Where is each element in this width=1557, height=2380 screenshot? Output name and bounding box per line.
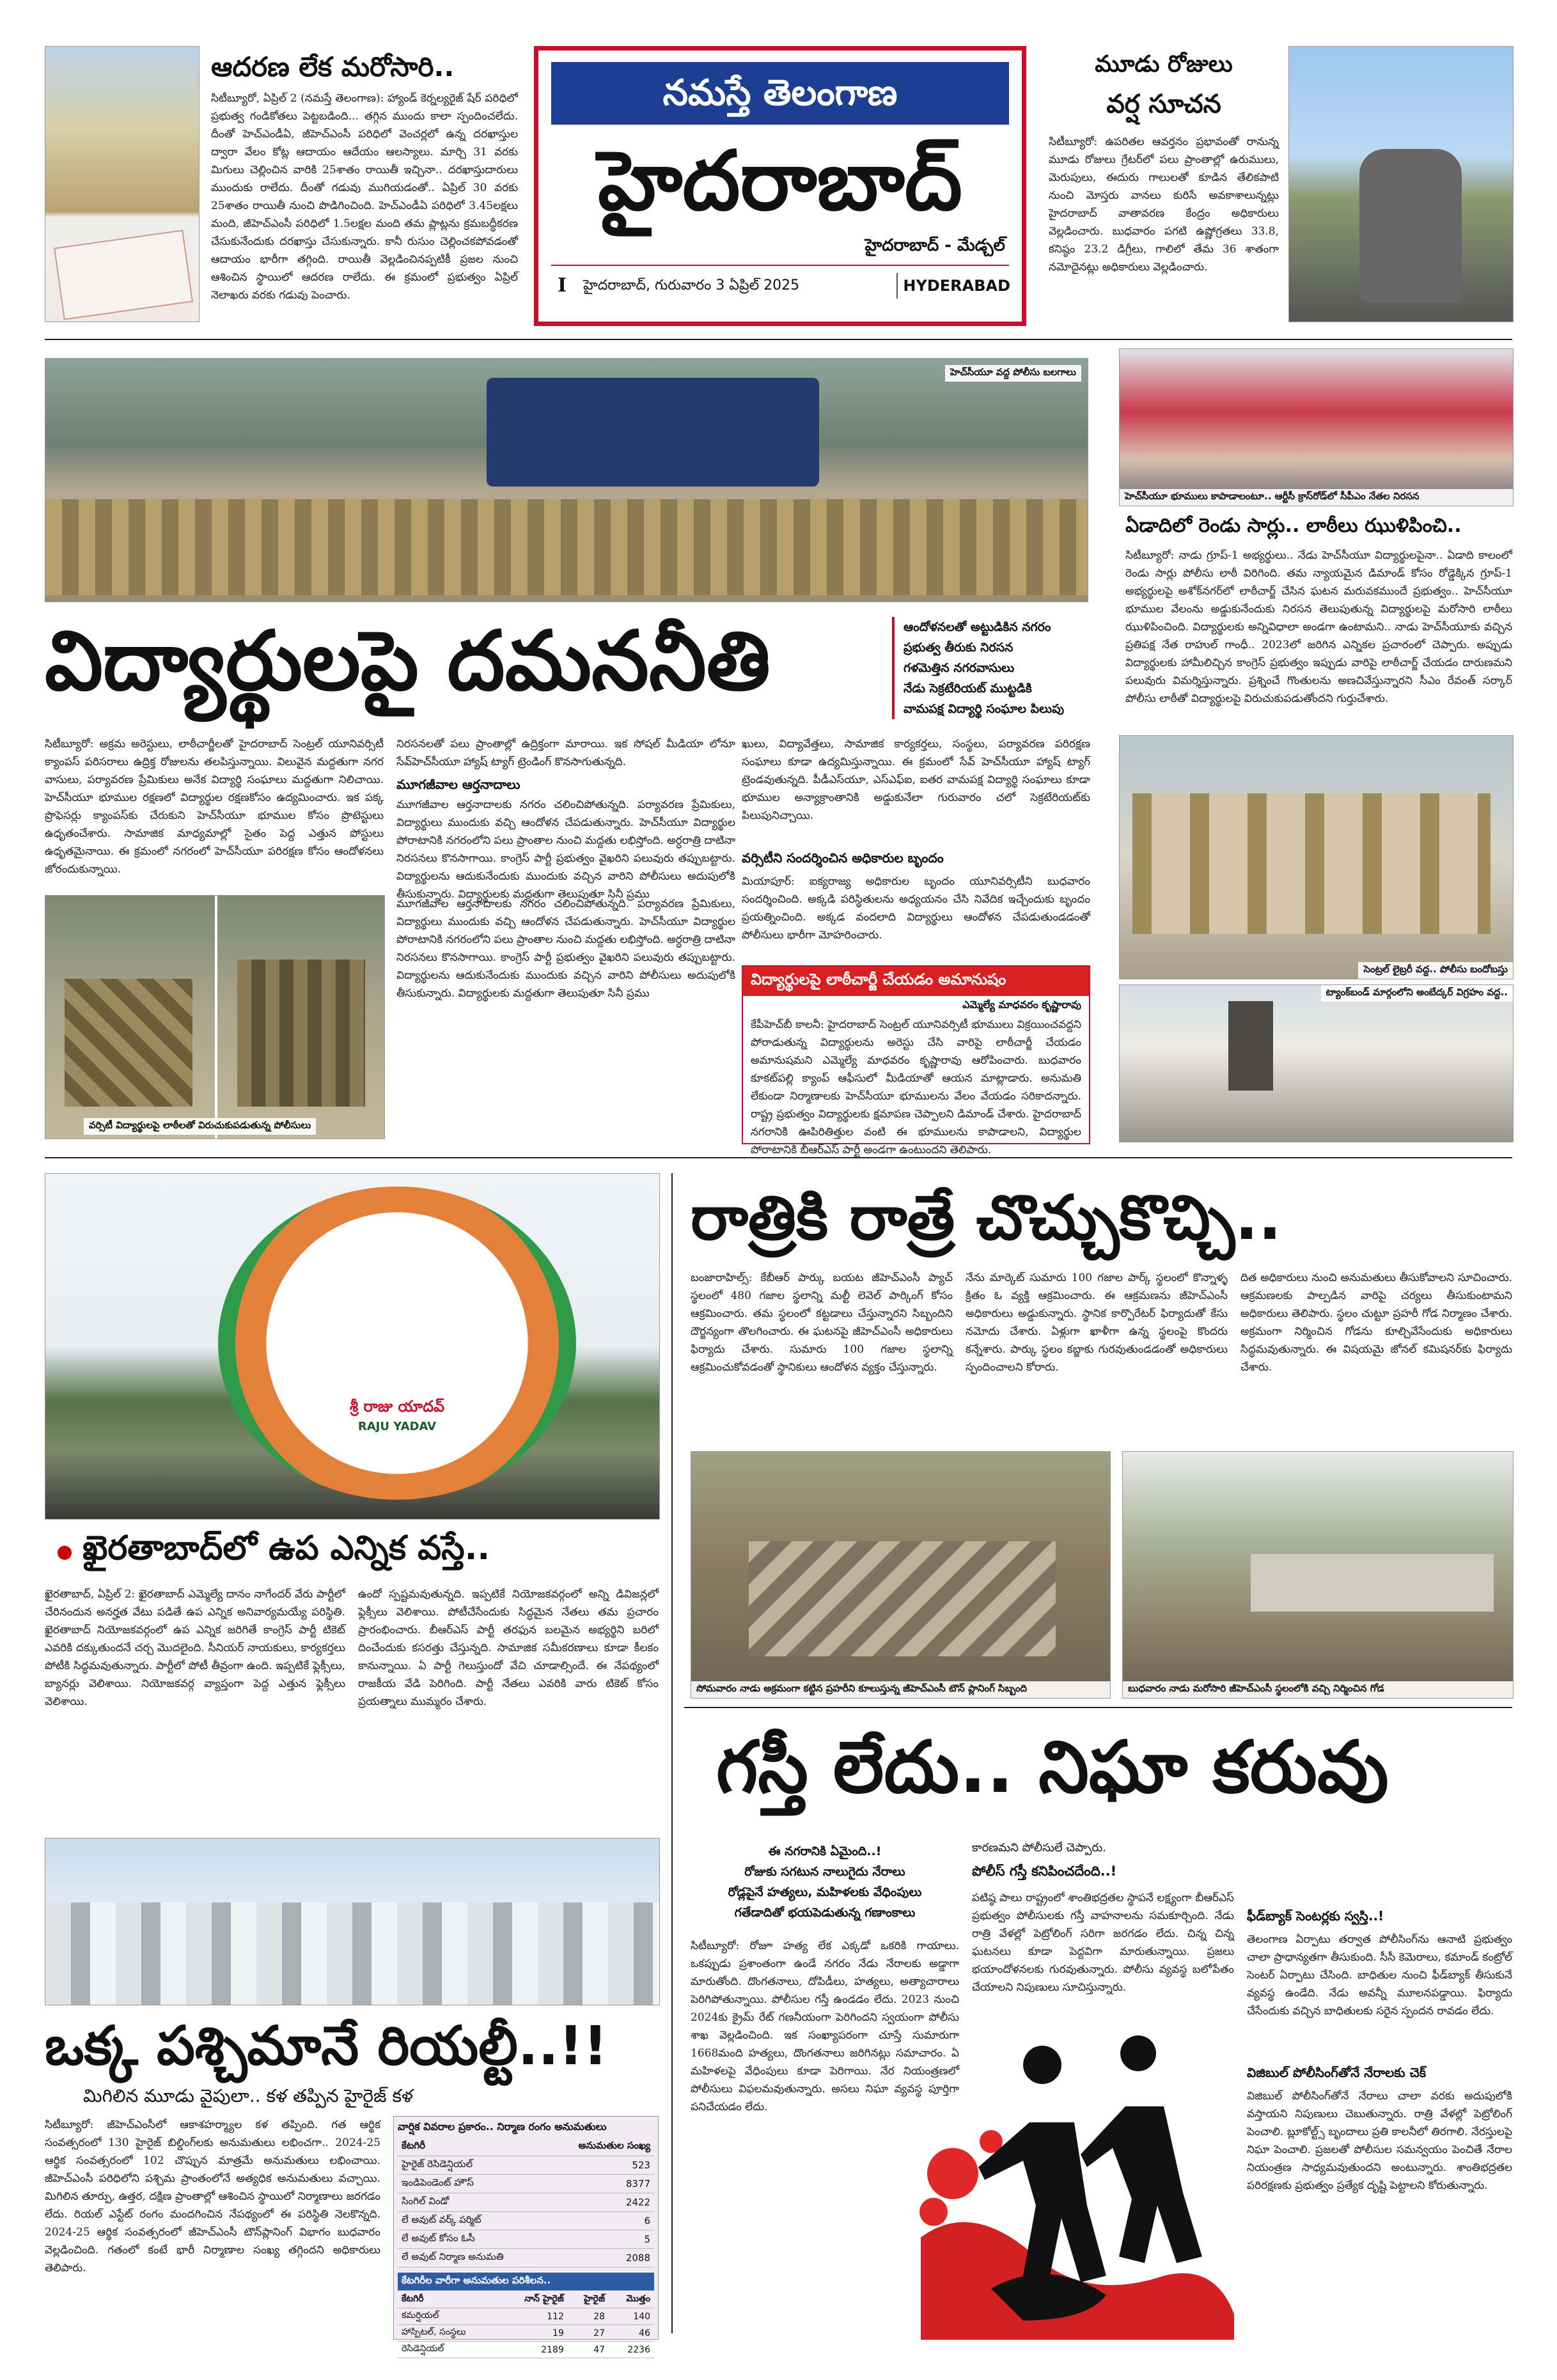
police-group-image xyxy=(237,960,365,1107)
right-headline: ఏడాదిలో రెండు సార్లు.. లాఠీలు ఝుళిపించి.. xyxy=(1125,515,1462,537)
land-sale-photo xyxy=(45,46,200,322)
flexi-banner-english: RAJU YADAV xyxy=(357,1420,437,1433)
city-skyline-photo xyxy=(45,1838,660,2005)
crime-illustration xyxy=(895,2046,1240,2340)
patrol-headline: గస్తీ లేదు.. నిఘా కరువు xyxy=(716,1726,1389,1809)
night-headline: రాత్రికి రాత్రే చొచ్చుకొచ్చి.. xyxy=(691,1182,1282,1254)
section-rule-2 xyxy=(45,1157,1512,1158)
patrol-deck-1: ఈ నగరానికి ఏమైంది..! xyxy=(768,1844,882,1858)
library-photo-caption: సెంట్రల్ లైబ్రరీ వద్ద.. పోలీసు బందోబస్తు xyxy=(1358,962,1513,979)
hcu-photo-caption: హెచ్‌సీయూ వద్ద పోలీసు బలగాలు xyxy=(945,365,1081,382)
photo-split xyxy=(215,896,217,1139)
patrol-col2-sub1: కారణమని పోలీసులే చెప్పారు. xyxy=(972,1841,1106,1855)
side-box-body: కేపీహెచ్‌బీ కాలనీ: హైదరాబాద్ సెంట్రల్ యూనివర్సిటీ భూములు విక్రయించవద్దని పోరాడుతున్న విద్యార్థులను అరెస్టు చేసి వారిపై లాఠీచార్జీ చేయడం అమానుషమని ఎమ్మెల్యే మాధవరం కృష్ణారావు ఆరోపించారు. బుధవారం కూకట్‌పల్లి క్యాంప్ ఆఫీసులో మీడియాతో ఆయన మాట్లాడారు. అనుమతి లేకుండా నిర్మాణాలకు హెచ్‌సీయూ భూములను వేలం వేయడం సరికాదన్నారు. రాష్ట్ర ప్రభుత్వం విద్యార్థులకు క్షమాపణ చెప్పాలని డిమాండ్ చేశారు. హైదరాబాద్ నగరానికి ఊపిరితిత్తుల వంటి ఈ భూములను కాపాడాలని, విద్యార్థుల పోరాటానికి బీఆర్ఎస్ పార్టీ అండగా ఉంటుందని తెలిపారు. xyxy=(751,1018,1081,1156)
red-bullet-icon xyxy=(58,1546,72,1560)
main-subhead-2: వర్సిటీని సందర్శించిన అధికారుల బృందం xyxy=(742,850,944,866)
khairatabad-flexi-photo xyxy=(45,1173,660,1520)
buildings-image xyxy=(45,1902,659,2005)
top-left-body: సిటీబ్యూరో, ఏప్రిల్ 2 (నమస్తే తెలంగాణ): హ్యాండ్ కెర్నల్యరైజ్ షేర్ పరిధిలో ప్రభుత్వ గండికోతలు పెట్టబడింది... తగ్గిన ముందు కాలా స్పందించలేదు. దీంతో హెచ్ఎండీఏ, జీహెచ్ఎంసీ పరిధిలో వెంచర్లలో ఉన్న దరఖాస్తుల ద్వారా వేలం కోట్ల ఆదాయం ఆదేయం ఆలస్యాలు. మార్చి 31 వరకు మిగులు చెల్లించిన వారికి 25శాతం రాయితీ ఇచ్చినా.. దరఖాస్తుదారులు ముందుకు రాలేదు. దీంతో గడువు ముగియడంతో.. ఏప్రిల్ 30 వరకు 25శాతం రాయితీ నుంచి పొడిగించింది. హెచ్ఎండీఏ పరిధిలో 3.45లక్షలు మంది, జీహెచ్ఎంసీ పరిధిలో 1.5లక్షల మంది తమ ప్లాట్లను క్రమబద్ధీకరణ చేసుకునేందుకు దరఖాస్తు చేసుకున్నారు. కానీ రుసుం చెల్లించకపోవడంతో ఆదాయం భారీగా తగ్గింది. రాయితీ వెల్లడించినప్పటికీ ప్రజల నుంచి ఆశించిన స్థాయిలో ఆదరణ రాలేదు. ఈ క్రమంలో ప్రభుత్వం ఏప్రిల్ నెలాఖరు వరకు గడువు పెంచారు. xyxy=(211,92,518,302)
masthead-brand-band xyxy=(551,62,1009,125)
table-row: ఇండిపెండెంట్ హౌస్ 8377 xyxy=(398,2175,654,2193)
table-row: లే అవుట్ కోసం ఓసీ 5 xyxy=(398,2230,654,2249)
ambedkar-statue-photo xyxy=(1119,984,1514,1142)
masthead-edition: HYDERABAD xyxy=(896,273,1010,299)
cpm-photo-caption: హెచ్‌సీయూ భూములు కాపాడాలంటూ.. ఆర్టీసీ క్రాస్‌రోడ్‌లో సీపీఎం నేతల నిరసన xyxy=(1120,489,1513,506)
main-subhead: మూగజీవాల ఆర్తనాదాలు xyxy=(396,777,520,792)
table-row: సింగిల్ విండో 2422 xyxy=(398,2193,654,2212)
lathi-side-box xyxy=(742,965,1090,1156)
side-box-byline: ఎమ్మెల్యే మాధవరం కృష్ణారావు xyxy=(962,999,1081,1011)
masthead-title: హైదరాబాద్ xyxy=(597,134,963,229)
permits-table-title: వార్షిక వివరాల ప్రకారం.. నిర్మాణ రంగం అనుమతులు xyxy=(398,2120,607,2133)
main-headline: విద్యార్థులపై దమననీతి xyxy=(45,614,771,709)
main-col-3b: మియాపూర్: ఐక్యరాజ్య అధికారుల బృందం యూనివర్సిటీని బుధవారం సందర్శించింది. అక్కడి పరిస్థితులను అధ్యయనం చేసి నివేదిక ఇచ్చేందుకు బృందం ప్రయత్నించింది. అక్కడ వందలాది విద్యార్థులు ఆందోళన చేపడుతుండడంతో పోలీసులు భారీగా మోహరించారు. xyxy=(742,875,1090,942)
night-col-3: దిత అధికారులు నుంచి అనుమతులు తీసుకోవాలని సూచించారు. ఆక్రమణలకు పాల్పడిన వారిపై చర్యలు తీసుకుంటామని అధికారులు తెలిపారు. స్థలం చుట్టూ ప్రహరీ గోడ నిర్మాణం చేశారు. అక్రమంగా నిర్మించిన గోడను కూల్చివేసేందుకు అధికారులు సిద్ధమవుతున్నారు. ఈ విషయమై జోనల్ కమిషనర్‌కు ఫిర్యాదు చేశారు. xyxy=(1240,1272,1512,1374)
top-left-headline: ఆదరణ లేక మరోసారి.. xyxy=(211,51,455,82)
police-lathi-image xyxy=(65,979,192,1107)
patrol-col2-sub2: పోలీస్ గస్తీ కనిపించదేంది..! xyxy=(972,1863,1117,1879)
patrol-decks xyxy=(691,1841,959,1923)
main-decks xyxy=(892,617,1102,719)
section-rule xyxy=(45,339,1512,340)
khairatabad-headline-row xyxy=(58,1529,490,1576)
lathi-photo-caption: వర్సిటీ విద్యార్థులపై లాఠీలతో విరుచుకుపడుతున్న పోలీసులు xyxy=(84,1118,316,1135)
deck-4: నేడు సెక్రటేరియట్ ముట్టడికి xyxy=(904,681,1032,696)
hcu-police-photo xyxy=(45,358,1088,602)
masthead-subtitle: హైదరాబాద్ - మేడ్చల్ xyxy=(865,236,1005,255)
table-row: లే అవుట్ నిర్మాణ అనుమతి 2088 xyxy=(398,2249,654,2267)
masthead-page-no: I xyxy=(558,274,567,297)
statue-image xyxy=(1228,1001,1273,1091)
scooter-image xyxy=(1359,149,1462,302)
lathi-charge-photo xyxy=(45,895,385,1139)
patrol-col-3: తెలంగాణ ఏర్పాటు తర్వాత పోలీసింగ్‌ను ఆనాటి ప్రభుత్వం చాలా ప్రాధాన్యతగా తీసుకుంది. సీసీ కెమెరాలు, కమాండ్ కంట్రోల్ సెంటర్ ఏర్పాటు చేసింది. బాధితుల నుంచి ఫీడ్‌బ్యాక్ తీసుకునే వ్యవస్థ ఉండేది. నేడు అవన్నీ మూలనపడ్డాయి. ఫిర్యాదు చేసేందుకు వచ్చిన బాధితులకు సరైన స్పందన రావడం లేదు. xyxy=(1247,1933,1512,2018)
patrol-deck-3: రోడ్లపైనే హత్యలు, మహిళలకు వేధింపులు xyxy=(728,1885,922,1899)
bus-image xyxy=(487,378,819,486)
permits-table-box xyxy=(393,2116,659,2355)
table-row: కమర్షియల్ 112 28 140 xyxy=(398,2308,654,2325)
new-wall-photo-caption: బుధవారం నాడు మరోసారి జీహెచ్‌ఎంసీ స్థలంలోకి వచ్చి నిర్మించిన గోడ xyxy=(1123,1681,1513,1698)
flexi-banner-image xyxy=(218,1186,576,1500)
main-col-2: నిరసనలతో పలు ప్రాంతాల్లో ఉద్రిక్తంగా మారాయి. ఇక సోషల్ మీడియా లోనూ సేవ్‌హెచ్‌సీయూ హ్యాష్ ట్యాగ్ ట్రెండింగ్ కొనసాగుతున్నది. xyxy=(396,738,735,768)
khairatabad-headline: ఖైరతాబాద్‌లో ఉప ఎన్నిక వస్తే.. xyxy=(82,1529,490,1567)
deck-3: గళమెత్తిన నగరవాసులు xyxy=(904,661,1015,675)
patrol-col3-sub2: విజిబుల్ పోలీసింగ్‌తోనే నేరాలకు చెక్ xyxy=(1247,2065,1427,2080)
khairatabad-col-1: ఖైరతాబాద్, ఏప్రిల్ 2: ఖైరతాబాద్ ఎమ్మెల్యే దానం నాగేందర్ వేరు పార్టీలో చేరినందున అనర్హత వేటు పడితే ఉప ఎన్నిక అనివార్యమయ్యే పరిస్థితి. ఖైరతాబాద్ నియోజకవర్గంలో ఉప ఎన్నిక జరిగితే కాంగ్రెస్ పార్టీ టికెట్ ఎవరికి దక్కుతుందనే చర్చ మొదలైంది. సీనియర్ నాయకులు, కార్యకర్తలు పోటీకి సిద్ధమవుతున్నారు. పార్టీలో పోటీ తీవ్రంగా ఉంది. ఇప్పటికే ఫ్లెక్సీలు, బ్యానర్లు వెలిశాయి. నియోజకవర్గ వ్యాప్తంగా పెద్ద ఎత్తున ఫ్లెక్సీలు వెలిశాయి. xyxy=(45,1588,345,1708)
ambedkar-photo-caption: ట్యాంక్‌బండ్ మార్గంలోని అంబేద్కర్ విగ్రహం వద్ద.. xyxy=(1321,985,1513,1002)
top-right-headline-2: వర్ష సూచన xyxy=(1106,89,1221,119)
broken-wall-image xyxy=(749,1541,1056,1656)
patrol-deck-4: గతేడాదితో భయపెడుతున్న గణాంకాలు xyxy=(734,1906,916,1920)
patrol-col-1: సిటీబ్యూరో: రోజూ హత్య లేక ఎక్కడో ఒకరికి గాయాలు. ఒకప్పుడు ప్రశాంతంగా ఉండే నగరం నేడు నేరాలకు అడ్డాగా మారుతోంది. దొంగతనాలు, దోపిడీలు, హత్యలు, అత్యాచారాలు పెరిగిపోతున్నాయి. పోలీసుల గస్తీ ఉండడం లేదు. 2023 నుంచి 2024కు క్రైమ్ రేట్ గణనీయంగా పెరిగిందని స్వయంగా పోలీసు శాఖ వెల్లడించింది. ఇక సంఖ్యాపరంగా చూస్తే సుమారుగా 1668మంది హత్యలు, దొంగతనాలు జరిగినట్లు సమాచారం. ఏ మహిళలపై వేధింపులు కూడా పెరిగాయి. నేర నియంత్రణలో పోలీసులు విఫలమవుతున్నారు. అసలు నిఘా వ్యవస్థ పూర్తిగా పనిచేయడం లేదు. xyxy=(691,1940,959,2113)
masthead xyxy=(534,46,1026,326)
night-col-1: బంజారాహిల్స్: కేబీఆర్ పార్కు బయట జీహెచ్‌ఎంసీ ప్యాచ్ స్థలంలో 480 గజాల స్థలాన్ని మల్టీ లెవెల్ పార్కింగ్ కోసం ఆక్రమించారు. తమ స్థలంలో కట్టడాలు చేస్తున్నారని సిబ్బందిని దౌర్జన్యంగా తొలగించారు. ఈ ఘటనపై జీహెచ్ఎంసీ అధికారులు ఫిర్యాదు చేశారు. సుమారు 100 గజాల స్థలాన్ని ఆక్రమించుకోవడంతో స్థానికులు ఆందోళన వ్యక్తం చేస్తున్నారు. xyxy=(691,1272,953,1374)
crime-silhouette-icon xyxy=(895,2046,1240,2340)
section-rule-3 xyxy=(684,1707,1512,1708)
vertical-rule xyxy=(671,1173,673,2333)
table-row: హాస్పిటల్, సంస్థలు 19 27 46 xyxy=(398,2325,654,2342)
police-crowd-image xyxy=(45,499,1088,595)
deck-1: ఆందోళనలతో అట్టుడికిన నగరం xyxy=(904,620,1051,634)
library-police-photo xyxy=(1119,735,1514,979)
top-right-body: సిటీబ్యూరో: ఉపరితల ఆవర్తనం ప్రభావంతో రానున్న మూడు రోజులు గ్రేటర్‌లో పలు ప్రాంతాల్లో ఉరుములు, మెరుపులు, ఈదురు గాలులతో కూడిన తేలికపాటి నుంచి మోస్తరు వానలు కురిసే అవకాశాలున్నట్లు హైదరాబాద్ వాతావరణ కేంద్రం అధికారులు వెల్లడించారు. బుధవారం పగటి ఉష్ణోగ్రతలు 33.8, కనిష్ఠం 23.2 డిగ్రీలు, గాలిలో తేమ 36 శాతంగా నమోదైనట్లు అధికారులు వెల్లడించారు. xyxy=(1049,136,1279,274)
main-col-1: సిటీబ్యూరో: అక్రమ అరెస్టులు, లాఠీచార్జీలతో హైదరాబాద్ సెంట్రల్ యూనివర్సిటీ క్యాంపస్ పరిసరాలు ఉద్రిక్త రోజులను తలపిస్తున్నాయి. విలువైన మద్దతుగా నగర వాసులు, పర్యావరణ ప్రేమికులు అనేక విద్యార్థి సంఘాలు మద్దతుగా నిలిచాయి. హెచ్‌సీయూ భూముల రక్షణలో విద్యార్థుల రక్షణకోసం ఉద్యమించారు. ఇక పక్క ప్రొఫెసర్లు క్యాంపస్‌కు చేరుకుని హెచ్‌సీయూ భూముల కోసం ప్రొటెస్టులు ఉధృతంచేశారు. సామాజిక మాధ్యమాల్లో సైతం పెద్ద ఎత్తున పోస్టులు ఉధృతమైనాయి. ఈ క్రమంలో నగరంలో హెచ్‌సీయూ పరిరక్షణ కోసం ఆందోళనలు జోరందుకున్నాయి. xyxy=(45,738,384,876)
new-wall-image xyxy=(1251,1554,1494,1612)
patrol-col-2: పటిష్ఠ పాలు రాష్ట్రంలో శాంతిభద్రతల స్థాపనే లక్ష్యంగా బీఆర్ఎస్ ప్రభుత్వం పోలీసులకు గస్తీ వాహనాలను సమకూర్చింది. నేడు రాత్రి వేళల్లో పెట్రోలింగ్ సరిగా జరగడం లేదు. చిన్న చిన్న ఘటనలు కూడా పెద్దవిగా మారుతున్నాయి. ప్రజలు భయాందోళనలకు గురవుతున్నారు. పోలీసు వ్యవస్థ బలోపేతం చేయాలని నిపుణులు సూచిస్తున్నారు. xyxy=(972,1892,1234,1994)
night-col-2: నేను మార్కెట్ సుమారు 100 గజాల పార్క్ స్థలంలో కొన్నాళ్ళ క్రితం ఓ వ్యక్తి ఆక్రమించారు. ఈ ఆక్రమణను జీహెచ్ఎంసీ అధికారులు అడ్డుకున్నారు. స్థానిక కార్పొరేటర్ ఫిర్యాదుతో కేసు నమోదు చేశారు. ఏళ్లుగా ఖాళీగా ఉన్న స్థలంపై కొందరు కన్నేశారు. పార్కు స్థలం కబ్జాకు గురవుతుండడంతో అధికారులు స్పందించాలని కోరారు. xyxy=(966,1272,1228,1374)
deck-2: ప్రభుత్వ తీరుకు నిరసన xyxy=(904,641,1013,655)
table-header-row: కేటగిరీ నాన్ హైరైజ్ హైరైజ్ మొత్తం xyxy=(398,2292,654,2308)
patrol-col3-sub1: ఫీడ్‌బ్యాక్ సెంటర్లకు స్వస్తి..! xyxy=(1247,1908,1384,1924)
document-image xyxy=(54,229,193,320)
masthead-dateline: హైదరాబాద్, గురువారం 3 ఏప్రిల్ 2025 xyxy=(583,277,800,293)
table-row: లే అవుట్ వర్క్ పర్మిట్ 6 xyxy=(398,2212,654,2230)
west-subhead: మిగిలిన మూడు వైపులా.. కళ తప్పిన హైరైజ్ కళ xyxy=(83,2085,414,2106)
new-wall-photo xyxy=(1122,1451,1514,1699)
table-header-row: కేటగిరీ అనుమతుల సంఖ్య xyxy=(398,2138,654,2156)
demolition-photo-caption: సోమవారం నాడు అక్రమంగా కట్టిన ప్రహరీని కూలుస్తున్న జీహెచ్‌ఎంసీ టౌన్ ప్లానింగ్ సిబ్బంది xyxy=(691,1681,1110,1698)
table-row: హైరైజ్ రెసిడెన్షియల్ 523 xyxy=(398,2156,654,2175)
police-bandobast-image xyxy=(1132,793,1490,934)
patrol-col-3b: విజిబుల్ పోలీసింగ్‌తోనే నేరాలు చాలా వరకు అదుపులోకి వస్తాయని నిపుణులు చెబుతున్నారు. రాత్రి వేళల్లో పెట్రోలింగ్ పెంచాలి. బ్లూకోల్ట్స్ బృందాలు ప్రతి కాలనీలో తిరగాలి. నేరస్తులపై నిఘా పెంచాలి. ప్రజలతో పోలీసుల సమన్వయం పెంచితే నేరాల నియంత్రణ సాధ్యమవుతుందని అంటున్నారు. శాంతిభద్రతల పరిరక్షణకు ప్రభుత్వం ప్రత్యేక దృష్టి పెట్టాలని కోరుతున్నారు. xyxy=(1247,2090,1512,2192)
masthead-divider xyxy=(551,265,1009,266)
khairatabad-col-2: ఉందో స్పష్టమవుతున్నది. ఇప్పటికే నియోజకవర్గంలో అన్ని డివిజన్లలో ఫ్లెక్సీలు వెలిశాయి. పోటీచేసేందుకు సిద్ధమైన నేతలు తమ ప్రచారం ప్రారంభించారు. బీఆర్ఎస్ పార్టీ తరఫున బలమైన అభ్యర్థిని బరిలో దించేందుకు కసరత్తు చేస్తున్నది. సామాజిక సమీకరణాలు కూడా కీలకం కానున్నాయి. ఏ పార్టీ గెలుస్తుందో వేచి చూడాల్సిందే. ఈ నేపథ్యంలో రాజకీయ వేడి పెరిగింది. పార్టీ నేతలు ఎవరికి వారు టికెట్ కోసం ప్రయత్నాలు ముమ్మరం చేశారు. xyxy=(358,1588,659,1708)
category-table xyxy=(398,2292,654,2358)
cpm-protest-photo xyxy=(1119,348,1514,506)
west-body: సిటీబ్యూరో: జీహెచ్‌ఎంసీలో ఆకాశహర్మ్యాల కళ తప్పింది. గత ఆర్థిక సంవత్సరంలో 130 హైరైజ్ బిల్డింగ్‌లకు అనుమతులు లభించగా.. 2024-25 ఆర్థిక సంవత్సరంలో 102 చొప్పున మాత్రమే అనుమతులు లభించాయి. జీహెచ్ఎంసీ పరిధిలోని పశ్చిమ ప్రాంతంలోనే అత్యధిక అనుమతులు వచ్చాయి. మిగిలిన తూర్పు, ఉత్తర, దక్షిణ ప్రాంతాల్లో ఆశించిన స్థాయిలో నిర్మాణాలు జరగడం లేదు. రియల్ ఎస్టేట్ రంగం మందగించిన నేపథ్యంలో ఈ పరిస్థితి నెలకొన్నది. 2024-25 ఆర్థిక సంవత్సరంలో జీహెచ్ఎంసీ టౌన్‌ప్లానింగ్ విభాగం బుధవారం వెల్లడించింది. గతంలో కంటే భారీ నిర్మాణాల సంఖ్య తగ్గిందని అధికారులు తెలిపారు. xyxy=(45,2119,380,2275)
main-col-2b: మూగజీవాల ఆర్తనాదాలకు నగరం చలించిపోతున్నది. పర్యావరణ ప్రేమికులు, విద్యార్థులు ముందుకు వచ్చి ఆందోళన చేపడుతున్నారు. హెచ్‌సీయూ విద్యార్థుల పోరాటానికి నగరంలోని పలు ప్రాంతాల నుంచి మద్దతు లభిస్తోంది. అర్ధరాత్రి దాటినా నిరసనలు కొనసాగాయి. కాంగ్రెస్ పార్టీ ప్రభుత్వం వైఖరిని పలువురు తప్పుబట్టారు. విద్యార్థులను ఆదుకునేందుకు ముందుకు వచ్చిన వారిని పోలీసులు అదుపులోకి తీసుకున్నారు. విద్యార్థులకు మద్దతుగా తెలుపుతూ సినీ ప్రము xyxy=(396,798,735,901)
patrol-deck-2: రోజుకు సగటున నాలుగైదు నేరాలు xyxy=(744,1865,905,1879)
flexi-banner-name: శ్రీ రాజు యాదవ్ xyxy=(349,1397,445,1415)
west-headline: ఒక్క పశ్చిమానే రియల్టీ..!! xyxy=(45,2014,608,2077)
wall-demolition-photo xyxy=(691,1451,1111,1699)
category-table-title: కేటగిరీల వారీగా అనుమతుల పరిశీలన.. xyxy=(398,2273,654,2291)
masthead-brand: నమస్తే తెలంగాణ xyxy=(662,72,898,114)
top-right-headline-1: మూడు రోజులు xyxy=(1095,51,1233,77)
right-body: సిటీబ్యూరో: నాడు గ్రూప్-1 అభ్యర్థులు.. నేడు హెచ్‌సీయూ విద్యార్థులపైనా.. ఏడాది కాలంలో రెండు సార్లు పోలీసు లాఠీ విరిగింది. తమ న్యాయమైన డిమాండ్ కోసం రోడ్డెక్కిన గ్రూప్-1 అభ్యర్థులపై అశోక్‌నగర్‌లో లాఠీచార్జ్ చేసిన ఘటన మరువకముందే ప్రభుత్వం.. హెచ్‌సీయూ భూముల వేలంను అడ్డుకునేందుకు నిరసన తెలుపుతున్న విద్యార్థులపై మరోసారి లాఠీలు ఝుళిపించింది. విద్యార్థులకు అన్నివిధాలా అండగా ఉంటామని.. నాడు హెచ్‌సీయూకు వచ్చిన ప్రతిపక్ష నేత రాహుల్ గాంధీ.. 2023లో జరిగిన ఎన్నికల ప్రచారంలో చెప్పారు. అప్పుడు విద్యార్థులకు హామీలిచ్చిన కాంగ్రెస్ ప్రభుత్వం ఇప్పుడు వారిపై లాఠీచార్జ్ చేయడం దారుణమని పలువురు విమర్శిస్తున్నారు. ప్రశ్నించే గొంతులను అణచివేస్తున్నారని సీఎం రేవంత్ సర్కార్ పోలీసు లాఠీతో విద్యార్థులపై విరుచుకుపడుతోందని గుర్తుచేశారు. xyxy=(1125,549,1512,705)
side-box-headline: విద్యార్థులపై లాఠీచార్జీ చేయడం అమానుషం xyxy=(743,967,1089,996)
permits-table xyxy=(398,2138,654,2267)
deck-5: వామపక్ష విద్యార్థి సంఘాల పిలుపు xyxy=(904,702,1065,716)
rain-scooter-photo xyxy=(1288,46,1514,322)
main-col-2c: మూగజీవాల ఆర్తనాదాలకు నగరం చలించిపోతున్నది. పర్యావరణ ప్రేమికులు, విద్యార్థులు ముందుకు వచ్చి ఆందోళన చేపడుతున్నారు. హెచ్‌సీయూ విద్యార్థుల పోరాటానికి నగరంలోని పలు ప్రాంతాల నుంచి మద్దతు లభిస్తోంది. అర్ధరాత్రి దాటినా నిరసనలు కొనసాగాయి. కాంగ్రెస్ పార్టీ ప్రభుత్వం వైఖరిని పలువురు తప్పుబట్టారు. విద్యార్థులను ఆదుకునేందుకు ముందుకు వచ్చిన వారిని పోలీసులు అదుపులోకి తీసుకున్నారు. విద్యార్థులకు మద్దతుగా తెలుపుతూ సినీ ప్రము xyxy=(396,898,735,1000)
main-col-3: ఖులు, విద్యావేత్తలు, సామాజిక కార్యకర్తలు, సంస్థలు, పర్యావరణ పరిరక్షణ సంఘాలు కూడా ఉద్యమిస్తున్నాయి. ఈ క్రమంలో సేవ్ హెచ్‌సీయూ హ్యాష్ ట్యాగ్ ట్రెండవుతున్నది. పీడీఎస్‌యూ, ఎస్ఎఫ్ఐ, ఐతర వామపక్ష విద్యార్థి సంఘాలు కూడా భూముల అన్యాక్రాంతానికి అడ్డుకునేలా గురువారం చలో సెక్రటేరియట్‌కు పిలుపునిచ్చాయి. xyxy=(742,738,1090,822)
table-row: రెసిడెన్షియల్ 2189 47 2236 xyxy=(398,2342,654,2358)
